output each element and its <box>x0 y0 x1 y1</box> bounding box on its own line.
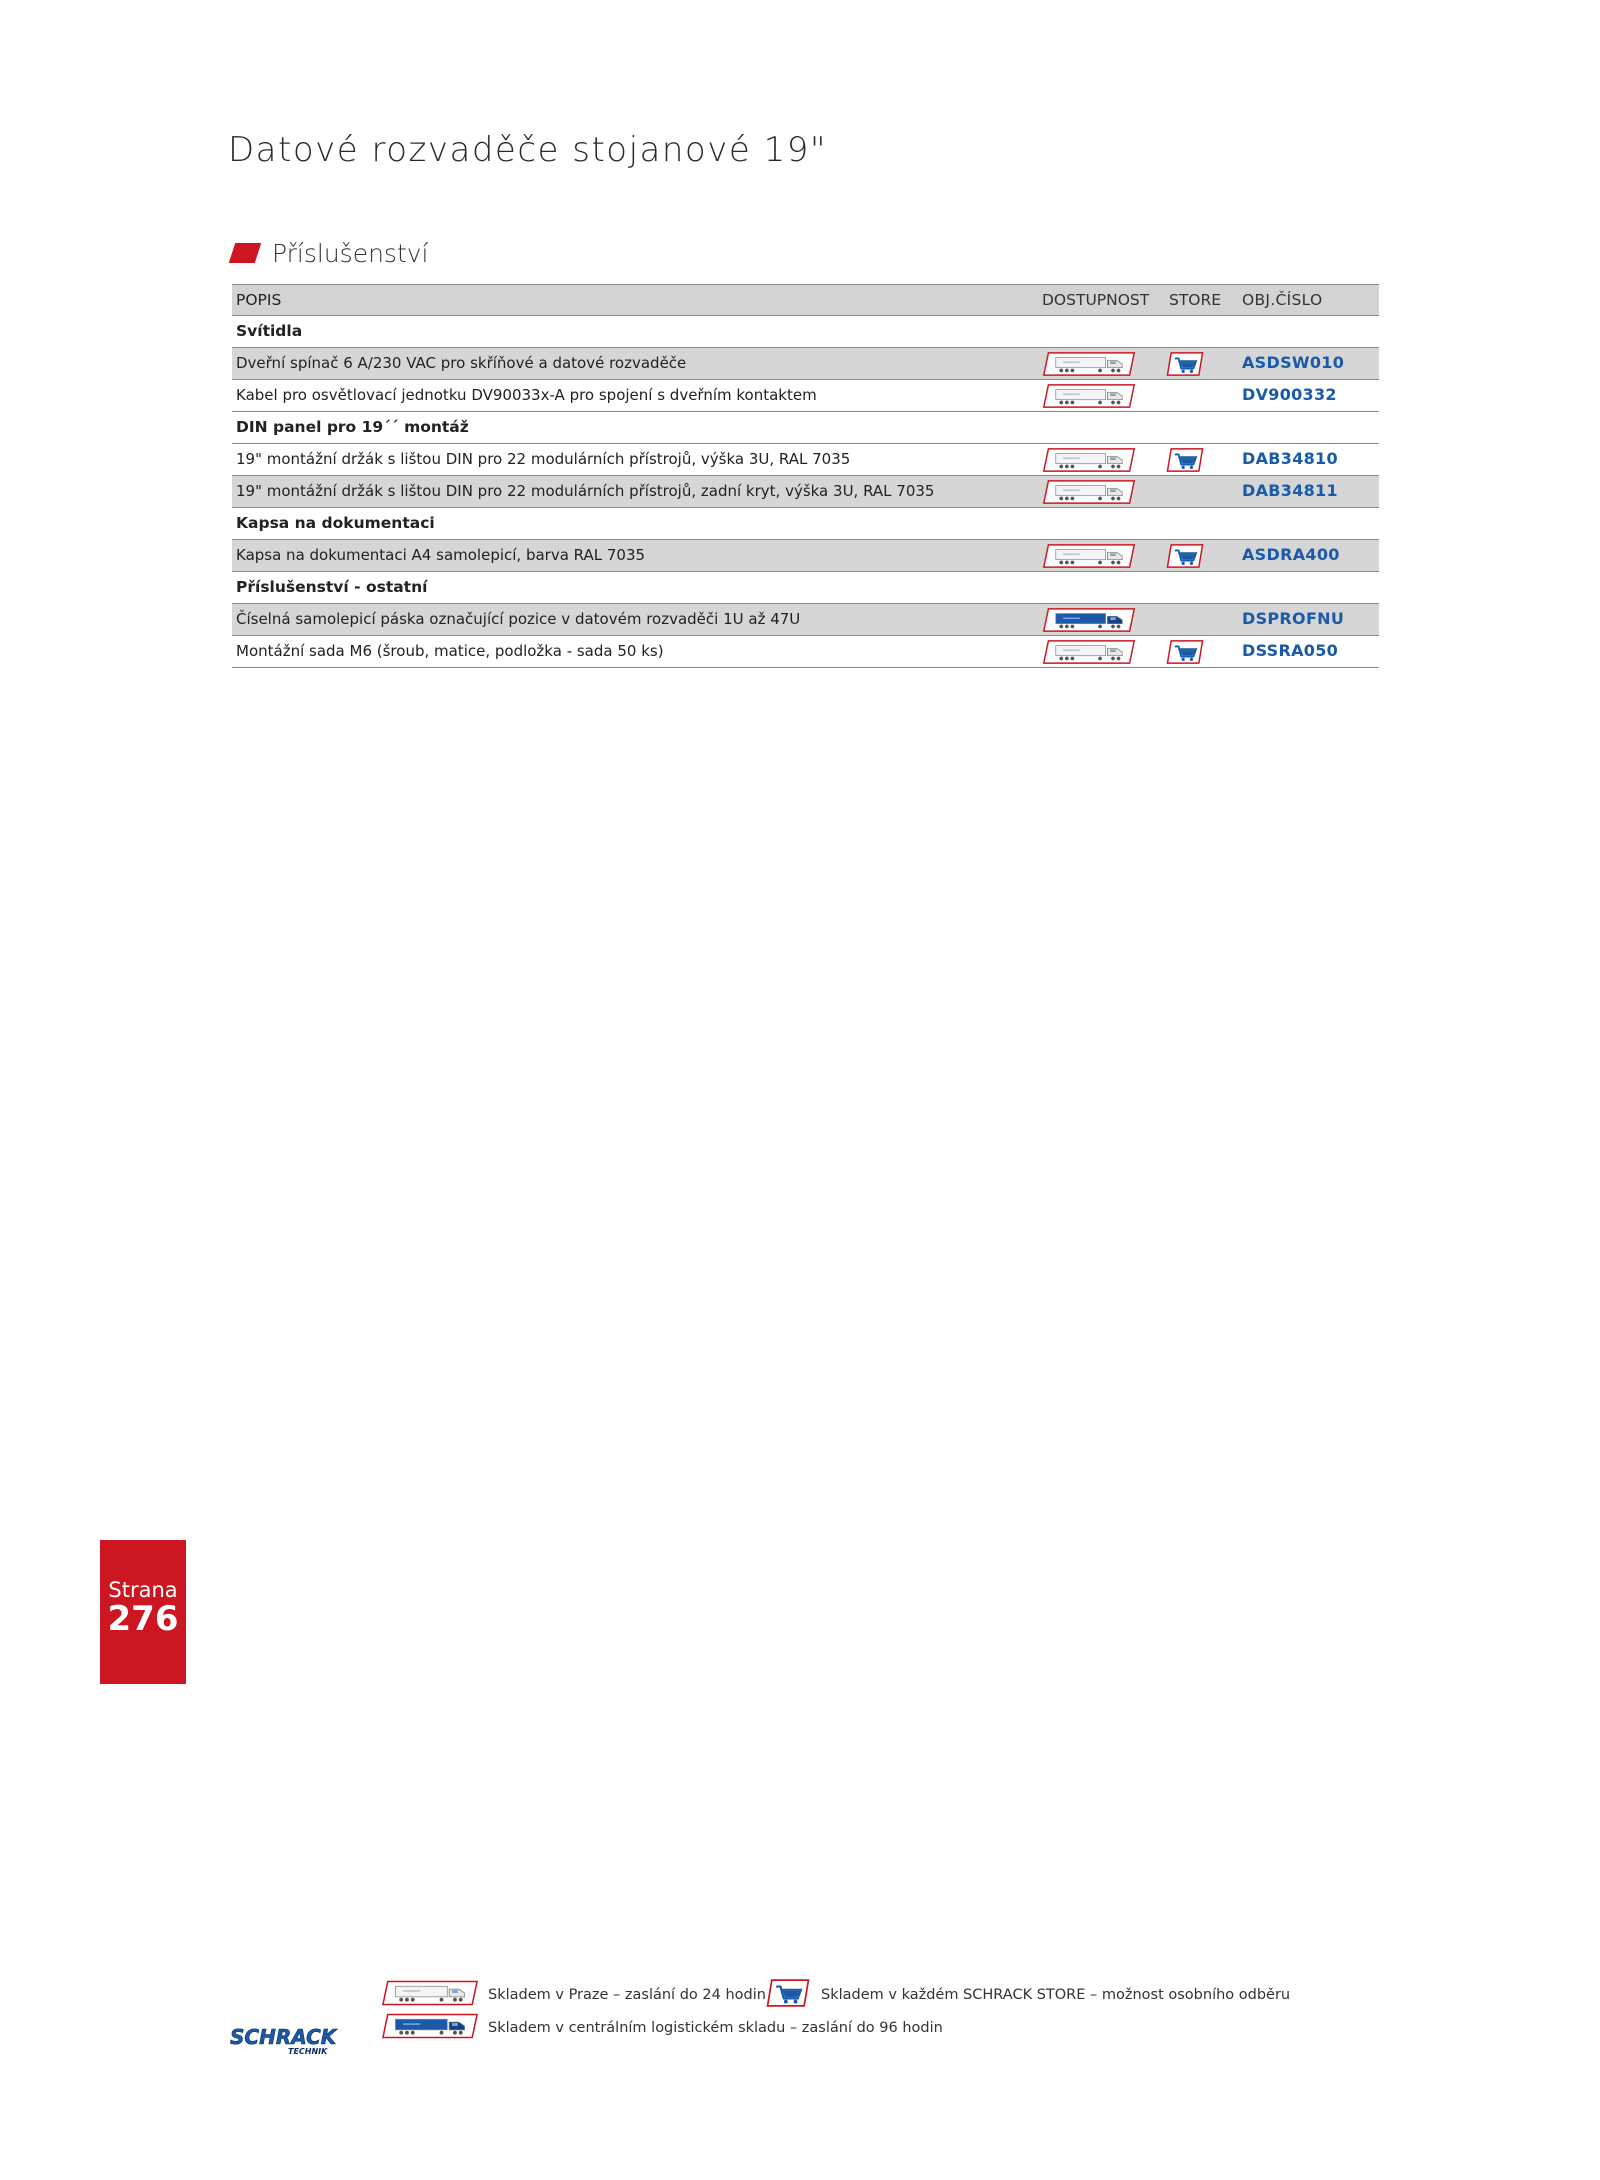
category-label: Kapsa na dokumentaci <box>236 514 435 532</box>
legend-prague-text: Skladem v Praze – zaslání do 24 hodin <box>488 1987 766 2003</box>
prague-truck-icon <box>1039 544 1139 568</box>
prague-truck-icon <box>1039 448 1139 472</box>
schrack-logo <box>224 2022 352 2056</box>
prague-truck-icon <box>1039 384 1139 408</box>
category-label: Příslušenství - ostatní <box>236 578 428 596</box>
shopping-cart-icon <box>1166 640 1204 664</box>
order-code[interactable]: DSSRA050 <box>1242 641 1339 660</box>
prague-truck-icon <box>382 1979 488 2011</box>
legend-prague <box>382 1980 766 2010</box>
shopping-cart-icon <box>1166 352 1204 376</box>
item-description: Montážní sada M6 (šroub, matice, podložka - sada 50 ks) <box>236 642 664 660</box>
logo-subtitle: TECHNIK <box>288 2047 328 2056</box>
central-truck-icon <box>1039 608 1139 632</box>
section-title: Příslušenství <box>272 238 429 268</box>
category-row <box>232 412 1379 444</box>
page-title: Datové rozvaděče stojanové 19" <box>228 130 827 170</box>
category-row <box>232 316 1379 348</box>
item-description: Kapsa na dokumentaci A4 samolepicí, barva RAL 7035 <box>236 546 646 564</box>
table-row <box>232 636 1379 668</box>
table-row <box>232 348 1379 380</box>
page-number-tab <box>100 1540 186 1684</box>
table-body <box>232 316 1379 668</box>
order-code[interactable]: DAB34811 <box>1242 481 1338 500</box>
table-header-row <box>232 284 1379 316</box>
shopping-cart-icon <box>1166 544 1204 568</box>
order-code[interactable]: ASDRA400 <box>1242 545 1340 564</box>
order-code[interactable]: DAB34810 <box>1242 449 1338 468</box>
logo-wordmark: SCHRACK <box>230 2025 337 2049</box>
item-description: Kabel pro osvětlovací jednotku DV90033x-A pro spojení s dveřním kontaktem <box>236 386 817 404</box>
legend-store-text: Skladem v každém SCHRACK STORE – možnost osobního odběru <box>821 1987 1291 2003</box>
legend-central <box>382 2013 943 2043</box>
header-description: POPIS <box>236 291 282 309</box>
section-header <box>232 236 429 270</box>
table-row <box>232 476 1379 508</box>
section-marker-icon <box>229 243 261 263</box>
prague-truck-icon <box>1039 640 1139 664</box>
header-store: STORE <box>1169 291 1222 309</box>
item-description: 19" montážní držák s lištou DIN pro 22 modulárních přístrojů, zadní kryt, výška 3U, RAL 7035 <box>236 482 935 500</box>
category-row <box>232 508 1379 540</box>
category-label: DIN panel pro 19´´ montáž <box>236 418 469 436</box>
order-code[interactable]: DSPROFNU <box>1242 609 1345 628</box>
table-row <box>232 540 1379 572</box>
header-code: OBJ.ČÍSLO <box>1242 291 1323 309</box>
product-table <box>232 284 1379 668</box>
central-truck-icon <box>382 2012 488 2044</box>
legend-store <box>765 1980 1290 2010</box>
item-description: Dveřní spínač 6 A/230 VAC pro skříňové a datové rozvaděče <box>236 354 687 372</box>
item-description: Číselná samolepicí páska označující pozice v datovém rozvaděči 1U až 47U <box>236 610 801 628</box>
order-code[interactable]: ASDSW010 <box>1242 353 1345 372</box>
category-label: Svítidla <box>236 322 303 340</box>
item-description: 19" montážní držák s lištou DIN pro 22 modulárních přístrojů, výška 3U, RAL 7035 <box>236 450 851 468</box>
page-number: 276 <box>107 1599 179 1639</box>
prague-truck-icon <box>1039 352 1139 376</box>
prague-truck-icon <box>1039 480 1139 504</box>
table-row <box>232 380 1379 412</box>
shopping-cart-icon <box>765 1979 821 2011</box>
table-row <box>232 444 1379 476</box>
shopping-cart-icon <box>1166 448 1204 472</box>
order-code[interactable]: DV900332 <box>1242 385 1337 404</box>
page-label: Strana <box>108 1578 178 1602</box>
legend-central-text: Skladem v centrálním logistickém skladu – zaslání do 96 hodin <box>488 2020 943 2036</box>
category-row <box>232 572 1379 604</box>
table-row <box>232 604 1379 636</box>
header-availability: DOSTUPNOST <box>1042 291 1150 309</box>
